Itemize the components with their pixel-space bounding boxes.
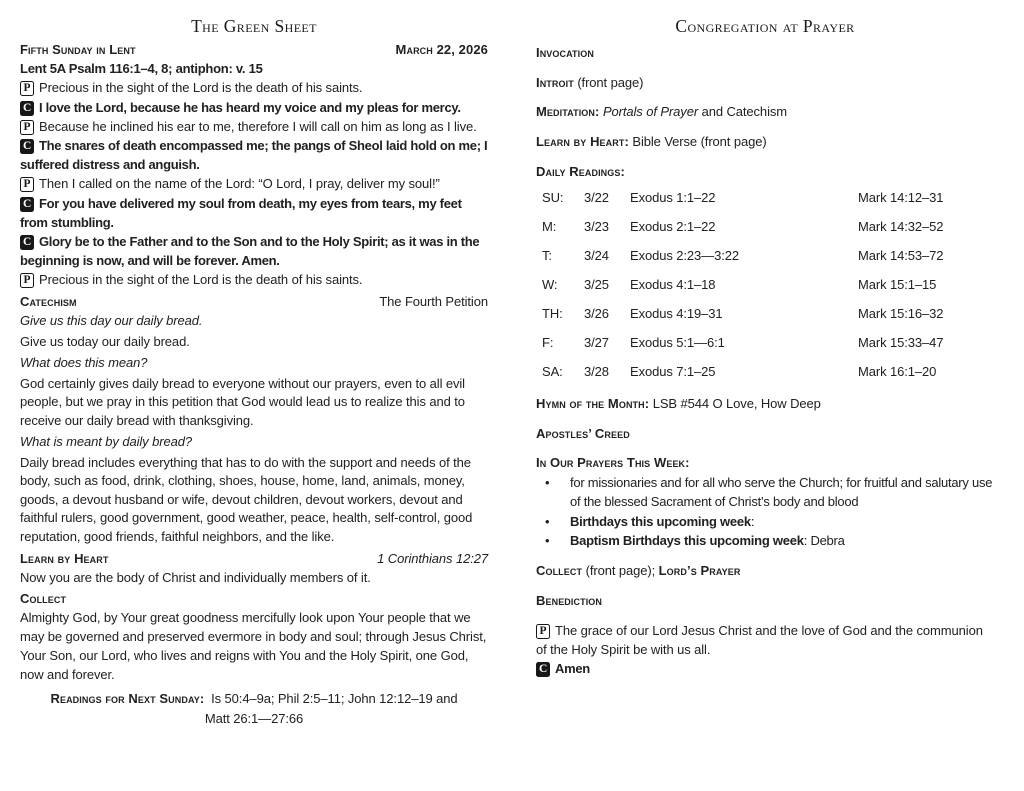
- day-cell: TH:: [542, 305, 563, 321]
- day-cell: M:: [542, 218, 557, 234]
- pastor-marker-icon: P: [536, 624, 550, 639]
- collect-note: (front page);: [582, 563, 659, 579]
- learn-by-heart-text: Now you are the body of Christ and individually members of it.: [20, 570, 371, 586]
- collect-lords-prayer-line: [536, 561, 994, 580]
- ot-reading-cell: Exodus 4:1–18: [630, 276, 716, 292]
- versicle-line: [20, 136, 488, 174]
- versicle-line: [20, 117, 488, 136]
- lords-prayer-label: Lord’s Prayer: [658, 563, 741, 579]
- ot-reading-cell: Exodus 1:1–22: [630, 189, 716, 205]
- catechism-petition-label: The Fourth Petition: [379, 293, 488, 309]
- psalm-reference-line: Lent 5A Psalm 116:1–4, 8; antiphon: v. 15: [20, 61, 263, 77]
- nt-reading-cell: Mark 14:32–52: [858, 218, 944, 234]
- next-sunday-label: Readings for Next Sunday: [50, 691, 200, 707]
- daily-readings-table: [536, 183, 994, 386]
- right-page-title: Congregation at Prayer: [675, 16, 855, 36]
- next-sunday-colon: :: [199, 691, 205, 707]
- hymn-of-month-line: [536, 394, 994, 413]
- catechism-line: Daily bread includes everything that has to do with the support and needs of the body, such as food, drink, clothing, shoes, house, home, land, animals, money, goods, a devout husband or wife, devout children, devout workers, devout and faithful rulers, good government, good weather, peace, health, self-control, good reputation, good friends, faithful neighbors, and the like.: [20, 454, 473, 544]
- date-cell: 3/27: [584, 334, 609, 350]
- meditation-label: Meditation:: [536, 104, 600, 120]
- congregation-marker-icon: C: [536, 662, 550, 677]
- meditation-line: [536, 102, 994, 121]
- invocation-heading: Invocation: [536, 45, 594, 60]
- learn-by-heart-heading: Learn by Heart: [20, 550, 109, 566]
- versicle-line: [20, 232, 488, 270]
- prayer-item-rest: for missionaries and for all who serve the Church; for fruitful and salutary use of the blessed Sacrament of Christ’s body and blood: [570, 474, 993, 510]
- date-cell: 3/24: [584, 247, 609, 263]
- meditation-rest: and Catechism: [698, 104, 787, 120]
- bullet-icon: •: [545, 513, 550, 529]
- sunday-name: Fifth Sunday in Lent: [20, 42, 136, 57]
- ot-reading-cell: Exodus 5:1—6:1: [630, 334, 725, 350]
- versicle-text: The grace of our Lord Jesus Christ and the love of God and the communion of the Holy Spirit be with us all.: [536, 622, 983, 657]
- left-page-title: The Green Sheet: [191, 16, 317, 36]
- pastor-marker-icon: P: [20, 273, 34, 288]
- introit-versicles: [20, 78, 488, 289]
- versicle-line: [536, 621, 994, 659]
- congregation-marker-icon: C: [20, 101, 34, 116]
- pastor-marker-icon: P: [20, 81, 34, 96]
- bulletin-date: March 22, 2026: [395, 42, 488, 57]
- date-cell: 3/23: [584, 218, 609, 234]
- versicle-text: Precious in the sight of the Lord is the death of his saints.: [39, 272, 363, 288]
- prayer-item-rest: :: [750, 513, 755, 529]
- congregation-marker-icon: C: [20, 139, 34, 154]
- nt-reading-cell: Mark 14:53–72: [858, 247, 944, 263]
- versicle-text: Amen: [555, 660, 590, 676]
- meditation-book-title: Portals of Prayer: [602, 104, 699, 120]
- hymn-title: LSB #544 O Love, How Deep: [649, 396, 821, 412]
- nt-reading-cell: Mark 14:12–31: [858, 189, 944, 205]
- day-cell: F:: [542, 334, 554, 350]
- table-row: [536, 183, 994, 212]
- table-row: [536, 357, 994, 386]
- versicle-line: [20, 174, 488, 193]
- next-sunday-line2: Matt 26:1—27:66: [204, 710, 304, 726]
- next-sunday-line1: Is 50:4–9a; Phil 2:5–11; John 12:12–19 and: [211, 691, 458, 707]
- table-row: [536, 299, 994, 328]
- versicle-text: For you have delivered my soul from death, my eyes from tears, my feet from stumbling.: [20, 195, 462, 230]
- versicle-line: [536, 659, 994, 678]
- day-cell: T:: [542, 247, 552, 263]
- catechism-section: [20, 292, 488, 547]
- pastor-marker-icon: P: [20, 177, 34, 192]
- collect-label: Collect: [536, 563, 583, 579]
- ot-reading-cell: Exodus 4:19–31: [630, 305, 723, 321]
- benediction-heading: Benediction: [536, 592, 602, 608]
- nt-reading-cell: Mark 15:1–15: [858, 276, 937, 292]
- ot-reading-cell: Exodus 7:1–25: [630, 363, 716, 379]
- table-row: [536, 212, 994, 241]
- collect-text: Almighty God, by Your great goodness mercifully look upon Your people that we may be governed and preserved evermore in body and soul; through Jesus Christ, Your Son, our Lord, who lives and reigns with You and the Holy Spirit, one God, now and forever.: [20, 610, 487, 683]
- versicle-text: Because he inclined his ear to me, therefore I will call on him as long as I live.: [39, 118, 477, 134]
- versicle-line: [20, 194, 488, 232]
- introit-note: (front page): [573, 74, 644, 90]
- prayer-item-bold: Baptism Birthdays this upcoming week: [570, 533, 804, 549]
- daily-readings-heading: Daily Readings:: [536, 163, 625, 179]
- collect-section: [20, 589, 488, 684]
- collect-heading: Collect: [20, 591, 67, 607]
- introit-line: [536, 73, 994, 92]
- catechism-line: Give us this day our daily bread.: [20, 312, 203, 328]
- table-row: [536, 270, 994, 299]
- scripture-reference: 1 Corinthians 12:27: [377, 550, 488, 566]
- learn-by-heart-note: Bible Verse (front page): [628, 134, 767, 150]
- learn-by-heart-header-row: [20, 549, 488, 568]
- catechism-heading: Catechism: [20, 293, 77, 309]
- prayer-item-rest: : Debra: [803, 533, 845, 549]
- catechism-line: What does this mean?: [20, 354, 148, 370]
- catechism-line: God certainly gives daily bread to everyone without our prayers, even to all evil people, but we pray in this petition that God would lead us to realize this and to receive our daily bread with thanksgiving.: [20, 375, 465, 428]
- date-cell: 3/25: [584, 276, 609, 292]
- list-item: [536, 473, 994, 512]
- versicle-line: [20, 270, 488, 289]
- hymn-label: Hymn of the Month:: [536, 396, 650, 412]
- ot-reading-cell: Exodus 2:1–22: [630, 218, 716, 234]
- benediction-versicles: [536, 621, 994, 679]
- catechism-line: Give us today our daily bread.: [20, 333, 190, 349]
- next-sunday-readings: [20, 689, 488, 728]
- prayers-heading: In Our Prayers This Week:: [536, 455, 690, 471]
- day-cell: SU:: [542, 189, 564, 205]
- congregation-at-prayer-column: [536, 16, 994, 728]
- versicle-line: [20, 78, 488, 97]
- prayers-section: [536, 453, 994, 550]
- versicle-line: [20, 98, 488, 117]
- bullet-icon: •: [545, 533, 550, 549]
- apostles-creed-heading: Apostles’ Creed: [536, 425, 630, 441]
- learn-by-heart-label: Learn by Heart:: [536, 134, 629, 150]
- list-item: [536, 531, 994, 551]
- learn-by-heart-line: [536, 132, 994, 151]
- bullet-icon: •: [545, 474, 550, 490]
- learn-by-heart-section: [20, 549, 488, 587]
- catechism-header-row: [20, 292, 488, 311]
- versicle-text: Precious in the sight of the Lord is the death of his saints.: [39, 80, 363, 96]
- date-cell: 3/22: [584, 189, 609, 205]
- ot-reading-cell: Exodus 2:23—3:22: [630, 247, 739, 263]
- prayer-item-bold: Birthdays this upcoming week: [570, 513, 751, 529]
- introit-label: Introit: [536, 74, 574, 90]
- versicle-text: Glory be to the Father and to the Son and to the Holy Spirit; as it was in the beginning is now, and will be forever. Amen.: [20, 234, 480, 269]
- congregation-marker-icon: C: [20, 197, 34, 212]
- prayer-item-text: [570, 473, 994, 512]
- day-cell: W:: [542, 276, 558, 292]
- nt-reading-cell: Mark 15:16–32: [858, 305, 944, 321]
- pastor-marker-icon: P: [20, 120, 34, 135]
- date-cell: 3/28: [584, 363, 609, 379]
- versicle-text: The snares of death encompassed me; the pangs of Sheol laid hold on me; I suffered distress and anguish.: [20, 138, 488, 173]
- prayer-item-text: [570, 512, 994, 532]
- catechism-line: What is meant by daily bread?: [20, 433, 192, 449]
- table-row: [536, 328, 994, 357]
- prayer-item-text: [570, 531, 994, 551]
- congregation-marker-icon: C: [20, 235, 34, 250]
- day-cell: SA:: [542, 363, 563, 379]
- sunday-header-row: [20, 40, 488, 59]
- table-row: [536, 241, 994, 270]
- versicle-text: Then I called on the name of the Lord: “O Lord, I pray, deliver my soul!”: [39, 176, 440, 192]
- list-item: [536, 512, 994, 532]
- green-sheet-column: [20, 16, 488, 728]
- versicle-text: I love the Lord, because he has heard my voice and my pleas for mercy.: [39, 99, 461, 115]
- date-cell: 3/26: [584, 305, 609, 321]
- nt-reading-cell: Mark 16:1–20: [858, 363, 937, 379]
- nt-reading-cell: Mark 15:33–47: [858, 334, 944, 350]
